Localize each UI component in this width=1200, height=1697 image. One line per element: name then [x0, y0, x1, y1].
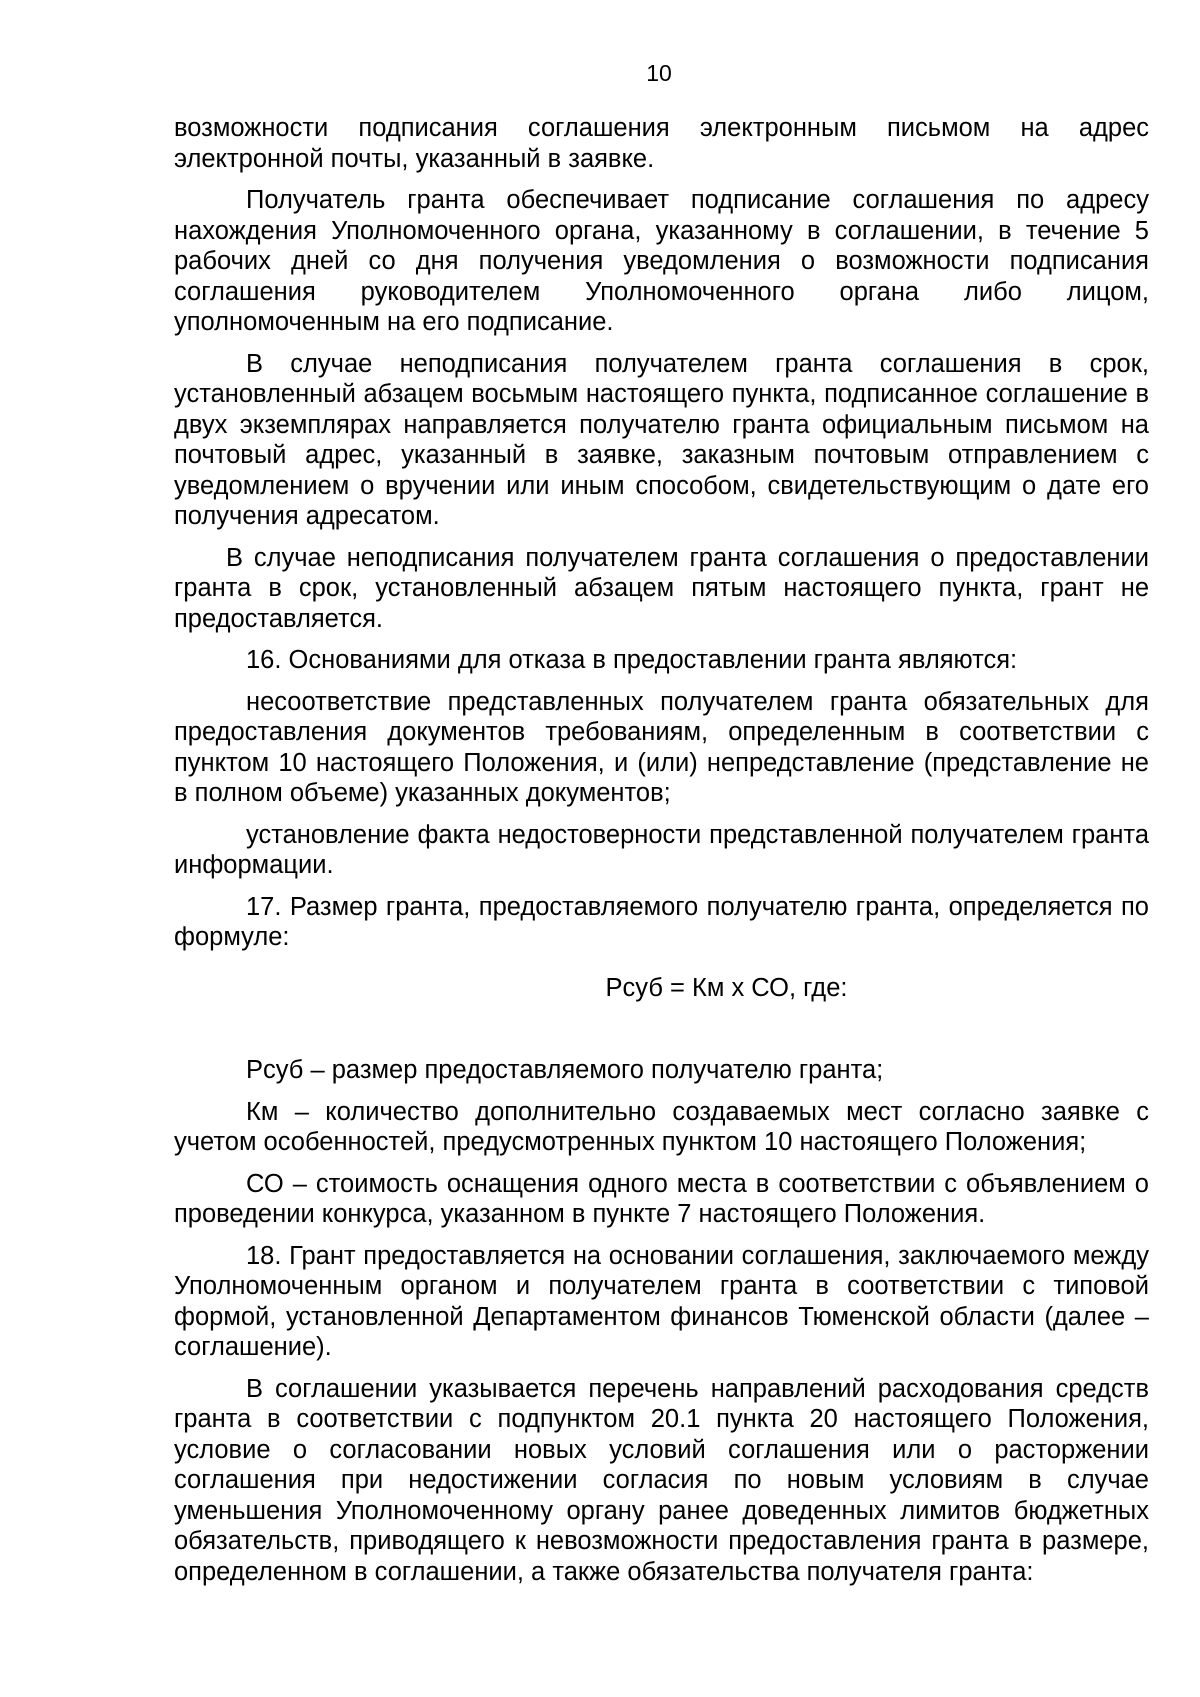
- document-body: [174, 113, 1149, 1598]
- paragraph-agreement-basis: 18. Грант предоставляется на основании соглашения, заключаемого между Уполномоченным органом и получателем гранта в соответствии с типовой формой, установленной Департаментом финансов Тюменской области (далее – соглашение).: [174, 1241, 1149, 1361]
- paragraph-refusal-documents: несоответствие представленных получателем гранта обязательных для предоставления документов требованиям, определенным в соответствии с пунктом 10 настоящего Положения, и (или) непредставление (представление не в полном объеме) указанных документов;: [174, 687, 1149, 807]
- formula-term-km: Км – количество дополнительно создаваемых мест согласно заявке с учетом особенностей, предусмотренных пунктом 10 настоящего Положения;: [174, 1097, 1149, 1156]
- formula-term-co: СО – стоимость оснащения одного места в соответствии с объявлением о проведении конкурса, указанном в пункте 7 настоящего Положения.: [174, 1169, 1149, 1228]
- paragraph-refusal-grounds: 16. Основаниями для отказа в предоставлении гранта являются:: [246, 646, 1018, 674]
- paragraph-agreement-contents: В соглашении указывается перечень направлений расходования средств гранта в соответствии с подпунктом 20.1 пункта 20 настоящего Положения, условие о согласовании новых условий соглашения или о расторжении соглашения при недостижении согласия по новым условиям в случае уменьшения Уполномоченному органу ранее доведенных лимитов бюджетных обязательств, приводящего к невозможности предоставления гранта в размере, определенном в соглашении, а также обязательства получателя гранта:: [174, 1374, 1149, 1586]
- paragraph-refusal-false-info: установление факта недостоверности представленной получателем гранта информации.: [174, 820, 1149, 879]
- paragraph-continuation: возможности подписания соглашения электронным письмом на адрес электронной почты, указанный в заявке.: [174, 114, 1149, 173]
- page-number: 10: [646, 60, 672, 86]
- paragraph-grant-not-provided: В случае неподписания получателем гранта соглашения о предоставлении гранта в срок, установленный абзацем пятым настоящего пункта, грант не предоставляется.: [174, 543, 1149, 633]
- paragraph-signing-deadline: Получатель гранта обеспечивает подписание соглашения по адресу нахождения Уполномоченного органа, указанному в соглашении, в течение 5 рабочих дней со дня получения уведомления о возможности подписания соглашения руководителем Уполномоченного органа либо лицом, уполномоченным на его подписание.: [174, 186, 1149, 336]
- paragraph-grant-size: 17. Размер гранта, предоставляемого получателю гранта, определяется по формуле:: [174, 892, 1149, 951]
- formula-term-psub: Рсуб – размер предоставляемого получателю гранта;: [246, 1056, 884, 1084]
- paragraph-unsigned-mailing: В случае неподписания получателем гранта соглашения в срок, установленный абзацем восьмым настоящего пункта, подписанное соглашение в двух экземплярах направляется получателю гранта официальным письмом на почтовый адрес, указанный в заявке, заказным почтовым отправлением с уведомлением о вручении или иным способом, свидетельствующим о дате его получения адресатом.: [174, 349, 1149, 530]
- grant-formula: Рсуб = Км х СО, где:: [605, 973, 848, 1002]
